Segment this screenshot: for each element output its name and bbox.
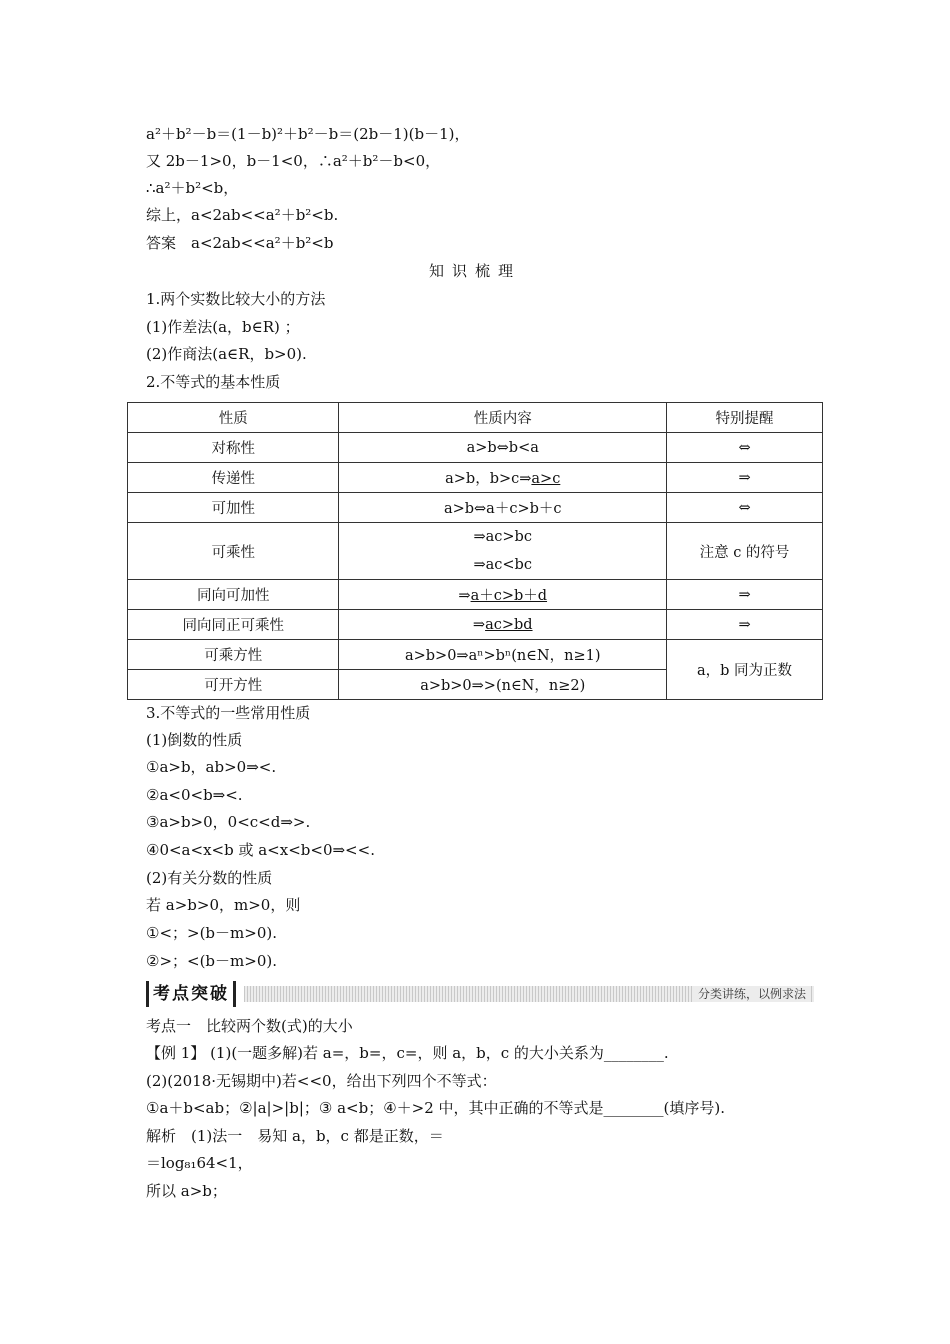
solution-line-2: ＝log₈₁64<1， xyxy=(146,1154,253,1172)
intro-line-2: 又 2b－1>0，b－1<0，∴a²＋b²－b<0， xyxy=(146,152,441,170)
property-content: a>b>0⇒aⁿ>bⁿ(n∈N，n≥1) xyxy=(339,640,667,670)
header-cell: 性质内容 xyxy=(339,403,667,433)
property-note: ⇒ xyxy=(667,610,823,640)
example-line-3: ①a＋b<ab；②|a|>|b|；③ a<b；④＋>2 中，其中正确的不等式是________(填序号). xyxy=(146,1099,726,1117)
part1-item-2: (2)作商法(a∈R，b>0). xyxy=(146,345,307,363)
property-content: a>b>0⇒>(n∈N，n≥2) xyxy=(339,670,667,700)
table-row xyxy=(128,523,823,580)
part2-heading: 2.不等式的基本性质 xyxy=(146,373,281,391)
reciprocal-item-2: ②a<0<b⇒<. xyxy=(146,786,243,804)
part3-sub2: (2)有关分数的性质 xyxy=(146,869,273,887)
table-row xyxy=(128,610,823,640)
properties-table xyxy=(127,402,823,700)
table-row xyxy=(128,580,823,610)
solution-line-3: 所以 a>b； xyxy=(146,1182,227,1200)
fraction-item-2: ②>；<(b－m>0). xyxy=(146,952,277,970)
table-row xyxy=(128,640,823,670)
property-note: ⇔ xyxy=(667,433,823,463)
section-banner xyxy=(146,981,814,1007)
table-row xyxy=(128,493,823,523)
property-name: 可加性 xyxy=(128,493,339,523)
banner-label: 考点突破 xyxy=(146,981,236,1007)
part1-heading: 1.两个实数比较大小的方法 xyxy=(146,290,326,308)
reciprocal-item-1: ①a>b，ab>0⇒<. xyxy=(146,758,277,776)
property-content xyxy=(339,523,667,580)
example-line-2: (2)(2018·无锡期中)若<<0，给出下列四个不等式： xyxy=(146,1072,497,1090)
property-name: 同向同正可乘性 xyxy=(128,610,339,640)
table-row xyxy=(128,433,823,463)
section-title: 知识梳理 xyxy=(428,262,521,280)
content-text: a>b，b>c⇒ xyxy=(445,471,532,487)
content-line-1: ⇒ac>bc xyxy=(473,529,532,545)
property-name: 可乘性 xyxy=(128,523,339,580)
intro-line-4: 综上，a<2ab<<a²＋b²<b. xyxy=(146,206,339,224)
content-text: ⇒ xyxy=(472,616,486,633)
property-name: 同向可加性 xyxy=(128,580,339,610)
property-note: ⇒ xyxy=(667,463,823,493)
solution-line-1: 解析 (1)法一 易知 a，b，c 都是正数，＝ xyxy=(146,1127,444,1145)
property-content: a>b⇔a＋c>b＋c xyxy=(339,493,667,523)
property-name: 可开方性 xyxy=(128,670,339,700)
answer-line: 答案 a<2ab<<a²＋b²<b xyxy=(146,234,334,252)
content-underlined: a>c xyxy=(531,471,561,487)
reciprocal-item-4: ④0<a<x<b 或 a<x<b<0⇒<<. xyxy=(146,841,375,859)
intro-line-3: ∴a²＋b²<b， xyxy=(146,179,239,197)
content-line-2: ⇒ac<bc xyxy=(473,557,532,573)
intro-line-1: a²＋b²－b＝(1－b)²＋b²－b＝(2b－1)(b－1)， xyxy=(146,125,470,143)
header-cell: 性质 xyxy=(128,403,339,433)
property-name: 可乘方性 xyxy=(128,640,339,670)
table-row xyxy=(128,463,823,493)
property-name: 传递性 xyxy=(128,463,339,493)
part3-sub1: (1)倒数的性质 xyxy=(146,731,243,749)
property-note: 注意 c 的符号 xyxy=(667,523,823,580)
content-underlined: ac>bd xyxy=(485,616,533,633)
reciprocal-item-3: ③a>b>0，0<c<d⇒>. xyxy=(146,813,311,831)
part1-item-1: (1)作差法(a，b∈R) ； xyxy=(146,318,300,336)
property-note: ⇔ xyxy=(667,493,823,523)
example-line-1: 【例 1】 (1)(一题多解)若 a=，b=，c=，则 a，b，c 的大小关系为________. xyxy=(146,1044,669,1062)
part3-heading: 3.不等式的一些常用性质 xyxy=(146,704,311,722)
table-header-row xyxy=(128,403,823,433)
topic-title: 考点一 比较两个数(式)的大小 xyxy=(146,1017,353,1035)
property-name: 对称性 xyxy=(128,433,339,463)
property-content xyxy=(339,610,667,640)
fraction-intro: 若 a>b>0，m>0，则 xyxy=(146,896,301,914)
header-cell: 特别提醒 xyxy=(667,403,823,433)
property-note: a，b 同为正数 xyxy=(667,640,823,700)
content-underlined: a＋c>b＋d xyxy=(470,588,548,604)
property-content xyxy=(339,463,667,493)
content-text: ⇒ xyxy=(458,588,471,604)
property-note: ⇒ xyxy=(667,580,823,610)
property-content: a>b⇔b<a xyxy=(339,433,667,463)
banner-tag: 分类讲练，以例求法 xyxy=(694,986,810,1002)
fraction-item-1: ①<；>(b－m>0). xyxy=(146,924,277,942)
property-content xyxy=(339,580,667,610)
